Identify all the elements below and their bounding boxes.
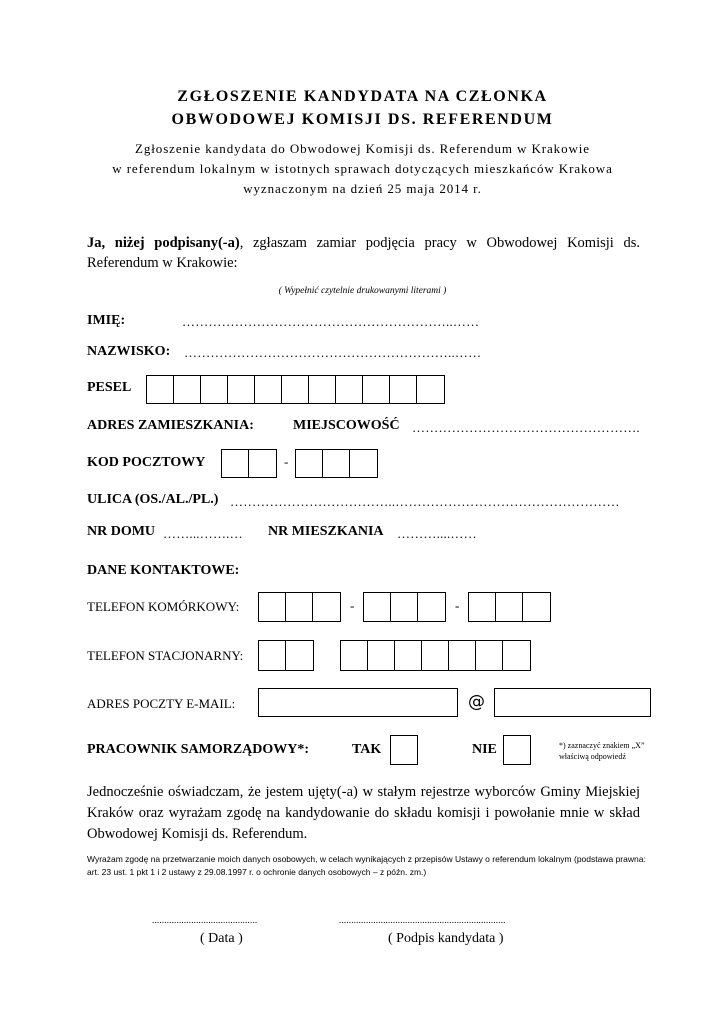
pesel-digit-box[interactable] <box>390 376 417 403</box>
mobile-digit-box[interactable] <box>313 593 340 621</box>
contact-heading: DANE KONTAKTOWE: <box>87 563 240 578</box>
pesel-label: PESEL <box>87 380 132 395</box>
landline-digit-box[interactable] <box>368 641 395 670</box>
employee-no-label: NIE <box>472 742 497 757</box>
mobile-digit-box[interactable] <box>286 593 313 621</box>
mobile-dash-2: - <box>455 598 460 613</box>
kod-digit-box[interactable] <box>296 450 323 477</box>
subtitle-line2: w referendum lokalnym w istotnych sprawach dotyczących mieszkańców Krakowa <box>112 161 613 176</box>
intro-bold: Ja, niżej podpisany(-a) <box>87 235 240 251</box>
form-title-line2: OBWODOWEJ KOMISJI DS. REFERENDUM <box>171 111 554 128</box>
nr-mieszkania-field[interactable]: ………....…… <box>397 526 477 541</box>
declaration-paragraph: Jednocześnie oświadczam, że jestem ujęty(-a) w stałym rejestrze wyborców Gminy Miejskiej Kraków oraz wyrażam zgodę na kandydowanie do składu komisji i powołanie mnie w skład Obwodowej Komisji ds. Referendum. <box>87 784 640 842</box>
landline-digit-box[interactable] <box>341 641 368 670</box>
pesel-digit-box[interactable] <box>174 376 201 403</box>
kod-label: KOD POCZTOWY <box>87 455 206 470</box>
fill-note: ( Wypełnić czytelnie drukowanymi literami ) <box>278 286 447 296</box>
at-sign: @ <box>468 692 485 712</box>
employee-no-checkbox[interactable] <box>503 735 531 765</box>
nr-domu-label: NR DOMU <box>87 524 156 539</box>
landline-digit-box[interactable] <box>286 641 313 670</box>
pesel-digit-box[interactable] <box>282 376 309 403</box>
employee-label: PRACOWNIK SAMORZĄDOWY*: <box>87 742 310 757</box>
kod-digit-box[interactable] <box>323 450 350 477</box>
pesel-digit-box[interactable] <box>417 376 444 403</box>
subtitle-line1: Zgłoszenie kandydata do Obwodowej Komisji ds. Referendum w Krakowie <box>135 141 590 156</box>
intro-paragraph <box>87 233 640 273</box>
date-line[interactable]: ........................................... <box>152 915 258 925</box>
landline-area-boxes[interactable] <box>258 640 314 671</box>
nr-domu-field[interactable]: ……...…….… <box>163 526 243 541</box>
kod-digit-box[interactable] <box>350 450 377 477</box>
mobile-boxes-part3[interactable] <box>468 592 551 622</box>
landline-digit-box[interactable] <box>476 641 503 670</box>
intro-rest: , zgłaszam zamiar podjęcia pracy w Obwodowej Komisji ds. Referendum w Krakowie: <box>87 235 640 271</box>
pesel-digit-box[interactable] <box>309 376 336 403</box>
landline-digit-box[interactable] <box>503 641 530 670</box>
mobile-digit-box[interactable] <box>469 593 496 621</box>
mobile-dash-1: - <box>350 598 355 613</box>
adres-label: ADRES ZAMIESZKANIA: <box>87 418 254 433</box>
nazwisko-field[interactable]: ……………………………………………………..…… <box>184 345 482 360</box>
pesel-digit-box[interactable] <box>147 376 174 403</box>
kod-digit-box[interactable] <box>222 450 249 477</box>
mobile-boxes-part2[interactable] <box>363 592 446 622</box>
date-label: ( Data ) <box>200 931 243 946</box>
mobile-digit-box[interactable] <box>496 593 523 621</box>
employee-yes-label: TAK <box>352 742 382 757</box>
email-label: ADRES POCZTY E-MAIL: <box>87 696 236 711</box>
pesel-digit-box[interactable] <box>201 376 228 403</box>
mobile-label: TELEFON KOMÓRKOWY: <box>87 599 240 614</box>
signature-line[interactable]: .................................................................... <box>339 915 506 925</box>
consent-paragraph: Wyrażam zgodę na przetwarzanie moich danych osobowych, w celach wynikających z przepisów Ustawy o referendum lokalnym (podstawa prawna: art. 23 ust. 1 pkt 1 i 2 ustawy z 29.08.1997 r. o ochronie danych osobowych – z późn. zm.) <box>87 854 646 877</box>
imie-label: IMIĘ: <box>87 313 126 328</box>
employee-note-line1: *) zaznaczyć znakiem „X” <box>559 741 645 750</box>
employee-note-line2: właściwą odpowiedź <box>559 752 626 761</box>
landline-digit-box[interactable] <box>259 641 286 670</box>
email-domain-box[interactable] <box>494 688 651 717</box>
miejscowosc-field[interactable]: ……………………………………………. <box>412 420 640 435</box>
ulica-label: ULICA (OS./AL./PL.) <box>87 492 219 507</box>
email-user-box[interactable] <box>258 688 458 717</box>
mobile-digit-box[interactable] <box>523 593 550 621</box>
mobile-digit-box[interactable] <box>391 593 418 621</box>
landline-digit-box[interactable] <box>395 641 422 670</box>
landline-number-boxes[interactable] <box>340 640 531 671</box>
mobile-boxes-part1[interactable] <box>258 592 341 622</box>
pesel-digit-box[interactable] <box>228 376 255 403</box>
mobile-digit-box[interactable] <box>364 593 391 621</box>
imie-field[interactable]: ……………………………………………………..…… <box>182 314 480 329</box>
ulica-field[interactable]: ………………………………..…………………………………………… <box>230 494 620 509</box>
kod-digit-box[interactable] <box>249 450 276 477</box>
kod-boxes-part1[interactable] <box>221 449 277 478</box>
kod-boxes-part2[interactable] <box>295 449 378 478</box>
pesel-boxes[interactable] <box>146 375 445 404</box>
landline-digit-box[interactable] <box>449 641 476 670</box>
miejscowosc-label: MIEJSCOWOŚĆ <box>293 418 400 433</box>
employee-yes-checkbox[interactable] <box>390 735 418 765</box>
kod-dash: - <box>284 454 289 469</box>
nr-mieszkania-label: NR MIESZKANIA <box>268 524 384 539</box>
pesel-digit-box[interactable] <box>336 376 363 403</box>
pesel-digit-box[interactable] <box>255 376 282 403</box>
form-title-line1: ZGŁOSZENIE KANDYDATA NA CZŁONKA <box>177 88 548 105</box>
mobile-digit-box[interactable] <box>418 593 445 621</box>
signature-label: ( Podpis kandydata ) <box>388 931 504 946</box>
mobile-digit-box[interactable] <box>259 593 286 621</box>
landline-digit-box[interactable] <box>422 641 449 670</box>
subtitle-line3: wyznaczonym na dzień 25 maja 2014 r. <box>243 181 482 196</box>
nazwisko-label: NAZWISKO: <box>87 344 171 359</box>
pesel-digit-box[interactable] <box>363 376 390 403</box>
landline-label: TELEFON STACJONARNY: <box>87 648 244 663</box>
